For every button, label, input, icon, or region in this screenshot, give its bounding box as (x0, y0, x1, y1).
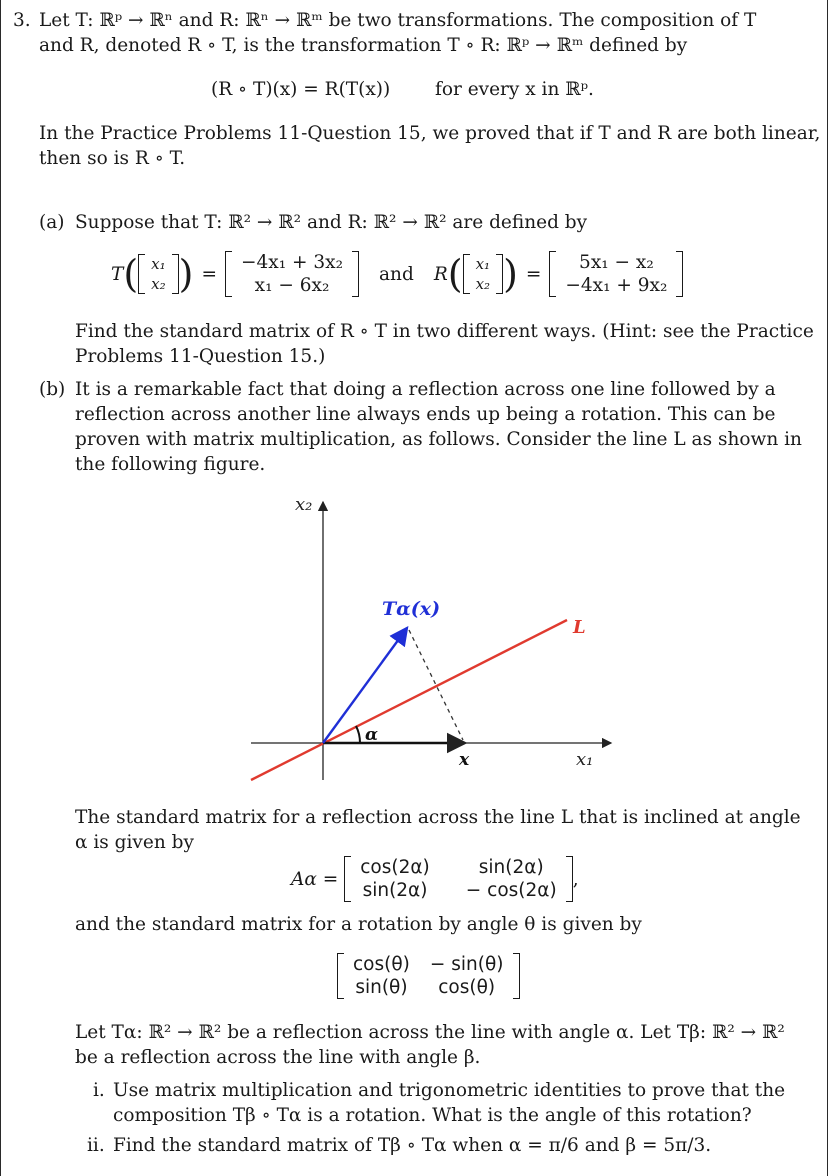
R-output-vector: 5x₁ − x₂ −4x₁ + 9x₂ (549, 251, 683, 297)
subpart-i-label: i. (93, 1080, 105, 1101)
A-alpha-matrix: cos(2α) sin(2α) sin(2α) − cos(2α) (344, 856, 572, 902)
part-a-label: (a) (39, 212, 65, 233)
x1-axis-label: x₁ (576, 749, 594, 770)
subpart-i-line-2: composition Tβ ∘ Tα is a rotation. What is the angle of this rotation? (113, 1105, 752, 1126)
rotation-line: and the standard matrix for a rotation by angle θ is given by (75, 914, 642, 935)
subpart-i-line-1: Use matrix multiplication and trigonometric identities to prove that the (113, 1080, 786, 1101)
R-input-vector: x₁ x₂ (463, 254, 503, 294)
let-line-1: Let Tα: ℝ² → ℝ² be a reflection across the line with angle α. Let Tβ: ℝ² → ℝ² (75, 1022, 785, 1043)
x2-axis-label: x₂ (295, 494, 313, 515)
T-symbol: T (111, 263, 124, 285)
T-alpha-label: Tα(x) (382, 598, 441, 620)
subpart-ii-line: Find the standard matrix of Tβ ∘ Tα when α = π/6 and β = 5π/3. (113, 1135, 712, 1156)
A-alpha-label: Aα = (291, 868, 339, 890)
and-word: and (379, 263, 414, 285)
T-output-vector: −4x₁ + 3x₂ x₁ − 6x₂ (225, 251, 359, 297)
T-input-vector: x₁ x₂ (138, 254, 178, 294)
part-a-find-line-2: Problems 11-Question 15.) (75, 346, 326, 367)
reflection-figure (241, 484, 621, 784)
rotation-matrix-block (337, 948, 520, 1004)
composition-definition: (R ∘ T)(x) = R(T(x)) (211, 79, 391, 100)
line-L (251, 620, 567, 780)
std-matrix-line-1: The standard matrix for a reflection across the line L that is inclined at angle (75, 807, 801, 828)
part-a-definitions: T ( x₁ x₂ ) = −4x₁ + 3x₂ x₁ − 6x₂ and R ( x₁ x₂ ) = 5x₁ − x₂ −4x₁ + 9x₂ (111, 246, 683, 302)
let-line-2: be a reflection across the line with angle β. (75, 1047, 481, 1068)
practice-line-2: then so is R ∘ T. (39, 148, 186, 169)
rotation-matrix: cos(θ) − sin(θ) sin(θ) cos(θ) (337, 953, 520, 999)
angle-arc (356, 726, 360, 743)
A-alpha-equation: Aα = cos(2α) sin(2α) sin(2α) − cos(2α) , (291, 857, 579, 901)
part-b-line-4: the following figure. (75, 454, 266, 475)
alpha-label: α (365, 725, 379, 745)
subpart-ii-label: ii. (87, 1135, 105, 1156)
part-b-line-1: It is a remarkable fact that doing a reflection across one line followed by a (75, 379, 776, 400)
part-a-find-line-1: Find the standard matrix of R ∘ T in two different ways. (Hint: see the Practice (75, 321, 814, 342)
problem-number: 3. (13, 10, 31, 31)
part-a-line-1: Suppose that T: ℝ² → ℝ² and R: ℝ² → ℝ² are defined by (75, 212, 588, 233)
intro-line-1: Let T: ℝᵖ → ℝⁿ and R: ℝⁿ → ℝᵐ be two transformations. The composition of T (39, 10, 757, 31)
x-vector-label: x (459, 750, 470, 770)
std-matrix-line-2: α is given by (75, 832, 194, 853)
L-label: L (573, 617, 586, 638)
R-symbol: R (433, 263, 448, 285)
definition-suffix: for every x in ℝᵖ. (435, 79, 594, 100)
practice-line-1: In the Practice Problems 11-Question 15, we proved that if T and R are both linear, (39, 123, 821, 144)
part-b-line-3: proven with matrix multiplication, as follows. Consider the line L as shown in (75, 429, 802, 450)
intro-line-2: and R, denoted R ∘ T, is the transformation T ∘ R: ℝᵖ → ℝᵐ defined by (39, 35, 688, 56)
part-b-label: (b) (39, 379, 66, 400)
part-b-line-2: reflection across another line always ends up being a rotation. This can be (75, 404, 776, 425)
